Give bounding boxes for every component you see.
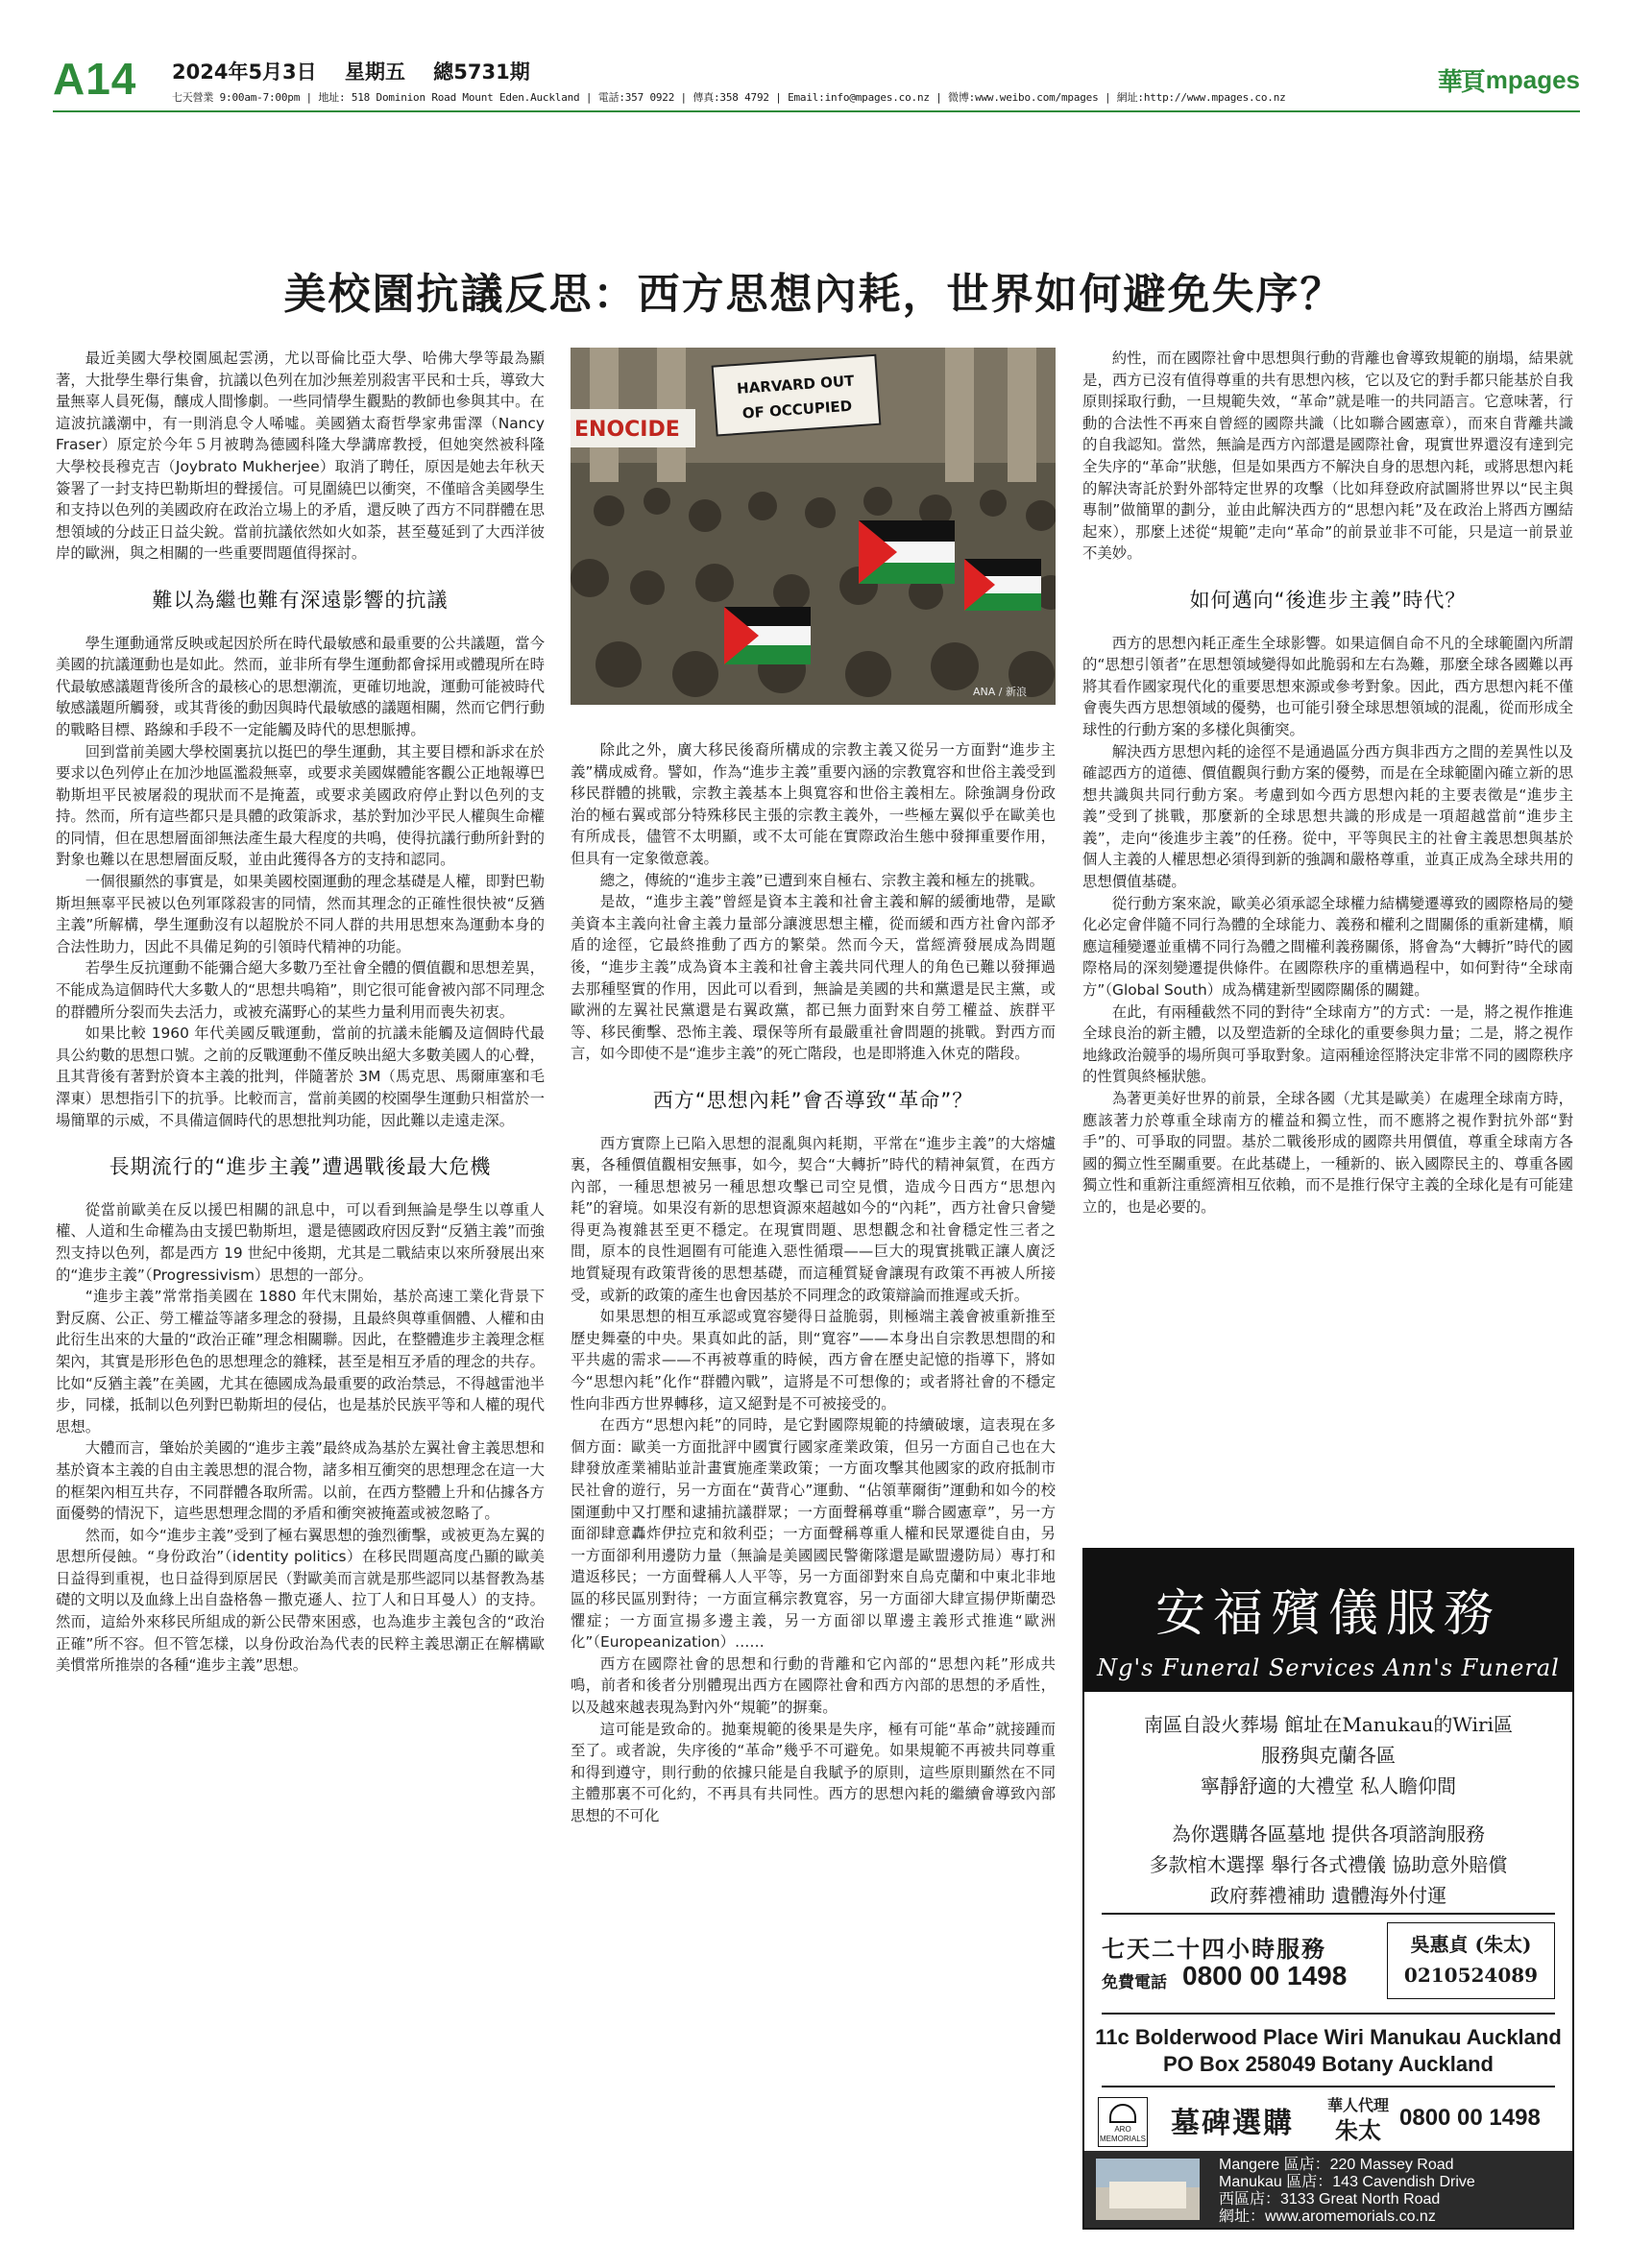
issue-weekday: 星期五	[344, 60, 405, 84]
ad-branches-panel	[1084, 2151, 1572, 2228]
ad-agent-number: 0800 00 1498	[1399, 2105, 1541, 2131]
protest-sign-text-2: OF OCCUPIED	[741, 397, 853, 422]
ad-subtitle: Ng's Funeral Services Ann's Funeral	[1097, 1654, 1560, 1681]
memorial-building-photo	[1096, 2159, 1200, 2220]
palestinian-flag-3	[964, 559, 1041, 611]
masthead	[53, 53, 1580, 110]
ad-line: 南區自設火葬場 館址在Manukau的Wiri區	[1143, 1713, 1513, 1736]
protest-photo	[571, 348, 1056, 705]
paragraph: 西方實際上已陷入思想的混亂與內耗期，平常在“進步主義”的大熔爐裏，各種價值觀相安無事，如今，契合“大轉折”時代的精神氣質，在西方內部，一種思想被另一種思想攻擊已司空見慣，造成今日西方“思想內耗”的窘境。如果沒有新的思想資源來超越如今的“內耗”，西方社會只會變得更為複雜甚至更不穩定。在現實問題、思想觀念和社會穩定性三者之間，原本的良性迴圈有可能進入惡性循環——巨大的現實挑戰正讓人廣泛地質疑現有政策背後的思想基礎，而這種質疑會讓現有政策不再被人所接受，或新的政策的產生也會因基於不同理念的政策辯論而推遲或夭折。	[571, 1134, 1056, 1304]
ad-branch: Manukau 區店：143 Cavendish Drive	[1219, 2174, 1475, 2190]
ad-agent-label: 華人代理	[1326, 2096, 1389, 2114]
section-heading: 長期流行的“進步主義”遭遇戰後最大危機	[109, 1155, 492, 1179]
ad-branch: Mangere 區店：220 Massey Road	[1219, 2157, 1454, 2173]
ad-branches	[1219, 2157, 1475, 2226]
ad-branch: 西區店：3133 Great North Road	[1219, 2191, 1441, 2208]
ad-title: 安福殯儀服務	[1154, 1585, 1501, 1643]
ad-website: 網址：www.aromemorials.co.nz	[1219, 2208, 1436, 2225]
ad-line: 為你選購各區墓地 提供各項諮詢服務	[1171, 1822, 1486, 1846]
ad-free-call-label: 免費電話	[1102, 1973, 1167, 1992]
paragraph: 最近美國大學校園風起雲湧，尤以哥倫比亞大學、哈佛大學等最為顯著，大批學生舉行集會，抗議以色列在加沙無差別殺害平民和士兵，導致大量無辜人員死傷，釀成人間慘劇。一些同情學生觀點的教師也參與其中。在這波抗議潮中，有一則消息令人唏噓。美國猶太裔哲學家弗雷澤（Nancy Fraser）原定於今年５月被聘為德國科隆大學講席教授，但她突然被科隆大學校長穆克吉（Joybrato Mukherjee）取消了聘任，原因是她去年秋天簽署了一封支持巴勒斯坦的聲援信。可見圍繞巴以衝突，不僅暗含美國學生和支持以色列的美國政府在政治立場上的矛盾，還反映了西方不同群體在思想領域的分歧正日益尖銳。當前抗議依然如火如荼，甚至蔓延到了大西洋彼岸的歐洲，與之相關的一些重要問題值得探討。	[56, 350, 545, 563]
article-column-1	[56, 348, 545, 1677]
ad-address	[1084, 2024, 1572, 2078]
ad-free-call-number: 0800 00 1498	[1182, 1961, 1348, 1991]
paragraph: 大體而言，肇始於美國的“進步主義”最終成為基於左翼社會主義思想和基於資本主義的自由主義思想的混合物，諸多相互衝突的思想理念在這一大的框架內相互共存，不同群體各取所需。以前，在西方整體上升和佔據各方面優勢的情況下，這些思想理念間的矛盾和衝突被掩蓋或被忽略了。	[56, 1439, 545, 1523]
ad-divider	[1102, 2013, 1555, 2015]
paragraph: 西方的思想內耗正產生全球影響。如果這個自命不凡的全球範圍內所謂的“思想引領者”在思想領域變得如此脆弱和左右為難，那麼全球各國難以再將其看作國家現代化的重要思想來源或參考對象。因此，西方思想內耗不僅會喪失西方思想領域的優勢，也可能引發全球思想領域的混亂，從而形成全球性的行動方案的多樣化與衝突。	[1082, 634, 1573, 738]
ad-divider	[1102, 2086, 1555, 2087]
palestinian-flag-1	[859, 520, 955, 584]
palestinian-flag-2	[724, 607, 811, 664]
aro-memorials-logo	[1098, 2097, 1148, 2147]
issue-info	[172, 57, 551, 85]
section-heading: 難以為繼也難有深遠影響的抗議	[152, 588, 449, 612]
ad-line: 寧靜舒適的大禮堂 私人瞻仰間	[1200, 1774, 1457, 1798]
paragraph: 學生運動通常反映或起因於所在時代最敏感和最重要的公共議題，當今美國的抗議運動也是如此。然而，並非所有學生運動都會採用或體現所在時代最敏感議題背後所含的最核心的思想潮流，更確切地說，運動可能被時代敏感議題所觸發，或其背後的動因與時代最敏感的議題相關，然而它們行動的戰略目標、路線和手段不一定能觸及時代的思想脈搏。	[56, 634, 545, 738]
aro-logo-text: ARO MEMORIALS	[1099, 2125, 1146, 2143]
aro-arc-icon	[1109, 2104, 1136, 2123]
logo-mark: 華頁	[1437, 68, 1484, 97]
paragraph: 在西方“思想內耗”的同時，是它對國際規範的持續破壞，這表現在多個方面：歐美一方面批評中國實行國家產業政策，但另一方面自己也在大肆發放產業補貼並計畫實施產業政策；一方面攻擊其他國家的政府抵制市民社會的遊行，另一方面在“黃背心”運動、“佔領華爾街”運動和如今的校園運動中又打壓和逮捕抗議群眾；一方面聲稱尊重“聯合國憲章”，另一方面卻肆意轟炸伊拉克和敘利亞；一方面聲稱尊重人權和民眾遷徙自由，另一方面卻利用邊防力量（無論是美國國民警衛隊還是歐盟邊防局）專打和遣返移民；一方面聲稱人人平等，另一方面卻對來自烏克蘭和中東北非地區的移民區別對待；一方面宣稱宗教寬容，另一方面卻大肆宣揚伊斯蘭恐懼症；一方面宣揚多邊主義，另一方面卻以單邊主義形式推進“歐洲化”（Europeanization）……	[571, 1416, 1056, 1652]
article-headline: 美校園抗議反思：西方思想內耗，世界如何避免失序？	[283, 270, 1345, 319]
paragraph: 如果思想的相互承認或寬容變得日益脆弱，則極端主義會被重新推至歷史舞臺的中央。果真如此的話，則“寬容”——本身出自宗教思想間的和平共處的需求——不再被尊重的時候，西方會在歷史記憶的指導下，將如今“思想內耗”化作“群體內戰”，這將是不可想像的；或者將社會的不穩定性向非西方世界轉移，這又絕對是不可被接受的。	[571, 1308, 1056, 1412]
funeral-service-ad	[1082, 1548, 1574, 2230]
mpages-logo	[1438, 62, 1580, 98]
ad-address-line: PO Box 258049 Botany Auckland	[1163, 2052, 1494, 2076]
section-heading: 如何邁向“後進步主義”時代？	[1189, 588, 1467, 612]
header-divider	[53, 110, 1580, 112]
page-number: A14	[53, 54, 137, 104]
paragraph: 若學生反抗運動不能彌合絕大多數乃至社會全體的價值觀和思想差異，不能成為這個時代大多數人的“思想共鳴箱”，則它很可能會被內部不同理念的群體所分裂而失去活力，或被充滿野心的某些力量利用而喪失初衷。	[56, 959, 545, 1021]
paragraph: 總之，傳統的“進步主義”已遭到來自極右、宗教主義和極左的挑戰。	[599, 871, 1045, 889]
paragraph: 西方在國際社會的思想和行動的背離和它內部的“思想內耗”形成共鳴，前者和後者分別體現出西方在國際社會和西方內部的思想的矛盾性，以及越來越表現為對內外“規範”的摒棄。	[571, 1654, 1056, 1716]
paragraph: 解決西方思想內耗的途徑不是通過區分西方與非西方之間的差異性以及確認西方的道德、價值觀與行動方案的優勢，而是在全球範圍內確立新的思想共識與共同行動方案。考慮到如今西方思想內耗的主要表徵是“進步主義”受到了挑戰，那麼新的全球思想共識的形成是一項超越當前“進步主義”，走向“後進步主義”的任務。從中，平等與民主的社會主義思想與基於個人主義的人權思想必須得到新的強調和嚴格尊重，並真正成為全球共用的思想價值基礎。	[1082, 742, 1573, 891]
ad-banner	[1084, 1550, 1572, 1692]
ad-contact-box	[1387, 1922, 1555, 1999]
paragraph: 回到當前美國大學校園裏抗以挺巴的學生運動，其主要目標和訴求在於要求以色列停止在加沙地區濫殺無辜，或要求美國媒體能客觀公正地報導巴勒斯坦平民被屠殺的現狀而不是掩蓋，或要求美國政府停止對以色列的支持。然而，所有這些都只是具體的政策訴求，基於對加沙平民人權與生命權的同情，但在思想層面卻無法產生最大程度的共鳴，使得抗議行動所針對的對象也難以在思想層面反駁，並由此獲得各方的支持和認同。	[56, 742, 545, 869]
paragraph: 從行動方案來說，歐美必須承認全球權力結構變遷導致的國際格局的變化必定會伴隨不同行為體的全球能力、義務和權利之間關係的重新建構，順應這種變遷並重構不同行為體之間權利義務關係，將會為“大轉折”時代的國際格局的深刻變遷提供條件。在國際秩序的重構過程中，如何對待“全球南方”（Global South）成為構建新型國際關係的關鍵。	[1082, 894, 1573, 1000]
section-heading: 西方“思想內耗”會否導致“革命”？	[652, 1088, 974, 1112]
paragraph: 這可能是致命的。拋棄規範的後果是失序，極有可能“革命”就接踵而至了。或者說，失序後的“革命”幾乎不可避免。如果規範不再被共同尊重和得到遵守，則行動的依據只能是自我賦予的原則，這些原則顯然在不同主體那裏不可化約，不再具有共同性。西方的思想內耗的繼續會導致內部思想的不可化	[571, 1720, 1056, 1824]
issue-date: 2024年5月3日	[172, 60, 317, 84]
paragraph: 一個很顯然的事實是，如果美國校園運動的理念基礎是人權，即對巴勒斯坦無辜平民被以色列軍隊殺害的同情，然而其理念的正確性很快被“反猶主義”所解構，學生運動沒有以超脫於不同人群的共用思想來為運動本身的合法性助力，因此不具備足夠的引領時代精神的功能。	[56, 873, 545, 955]
ad-line: 服務與克蘭各區	[1261, 1744, 1396, 1767]
issue-number: 總5731期	[433, 60, 530, 84]
protest-sign-text: HARVARD OUT	[736, 372, 855, 398]
paragraph: 如果比較 1960 年代美國反戰運動，當前的抗議未能觸及這個時代最具公約數的思想口號。之前的反戰運動不僅反映出絕大多數美國人的心聲，且其背後有著對於資本主義的批判，伴隨著於 3M（馬克思、馬爾庫塞和毛澤東）思想指引下的抗爭。比較而言，當前美國的校園學生運動只相當於一場簡單的示威，不具備這個時代的思想批判功能，因此難以走遠走深。	[56, 1025, 545, 1129]
article-column-2	[571, 739, 1056, 1827]
paragraph: 是故，“進步主義”曾經是資本主義和社會主義和解的緩衝地帶，是歐美資本主義向社會主義力量部分讓渡思想主權，從而緩和西方社會內部矛盾的途徑，它最終推動了西方的繁榮。然而今天，當經濟發展成為問題後，“進步主義”成為資本主義和社會主義共同代理人的角色已難以發揮過去那種堅實的作用，因此可以看到，無論是美國的共和黨還是民主黨，或歐洲的左翼社民黨還是右翼政黨，都已無力面對來自勞工權益、族群平等、移民衝擊、恐怖主義、環保等所有最嚴重社會問題的挑戰。對西方而言，如今即使不是“進步主義”的死亡階段，也是即將進入休克的階段。	[571, 893, 1056, 1063]
ad-line: 多款棺木選擇 舉行各式禮儀 協助意外賠償	[1149, 1853, 1508, 1876]
ad-services	[1084, 1709, 1572, 1911]
ad-address-line: 11c Bolderwood Place Wiri Manukau Auckland	[1095, 2025, 1562, 2049]
logo-text: mpages	[1485, 65, 1580, 94]
ad-contact-phone: 0210524089	[1403, 1964, 1539, 1987]
contact-line: 七天營業 9:00am-7:00pm | 地址: 518 Dominion Road Mount Eden.Auckland | 電話:357 0922 | 傳真:358 4792 | Email:info@mpages.co.nz | 微博:www.weibo.com/mpages | 網址:http://www.mpages.co.nz	[172, 91, 1286, 104]
paragraph: 除此之外，廣大移民後裔所構成的宗教主義又從另一方面對“進步主義”構成威脅。譬如，作為“進步主義”重要內涵的宗教寬容和世俗主義受到移民群體的挑戰，宗教主義基本上與寬容和世俗主義相左。除強調身份政治的極右翼或部分特殊移民主張的宗教主義外，一些極左翼似乎在歐美也有所成長，儘管不太明顯，或不太可能在實際政治生態中發揮重要作用，但具有一定象徵意義。	[571, 741, 1056, 867]
ad-agent-name: 朱太	[1335, 2116, 1381, 2144]
banner-text: ENOCIDE	[574, 418, 680, 442]
paragraph: 約性，而在國際社會中思想與行動的背離也會導致規範的崩塌，結果就是，西方已沒有值得尊重的共有思想內核，它以及它的對手都只能基於自我原則採取行動，一旦規範失效，“革命”就是唯一的共同語言。它意味著，行動的合法性不再來自曾經的國際共識（比如聯合國憲章），而來自背離共識的自我認知。當然，無論是西方內部還是國際社會，現實世界還沒有達到完全失序的“革命”狀態，但是如果西方不解決自身的思想內耗，或將思想內耗的解決寄託於對外部特定世界的攻擊（比如拜登政府試圖將世界以“民主與專制”做簡單的劃分，並由此解決西方的“思想內耗”及在政治上將西方團結起來），那麼上述從“規範”走向“革命”的前景並非不可能，只是這一前景並不美妙。	[1082, 350, 1573, 563]
paragraph: 為著更美好世界的前景，全球各國（尤其是歐美）在處理全球南方時，應該著力於尊重全球南方的權益和獨立性，而不應將之視作對抗外部“對手”的、可爭取的同盟。基於二戰後形成的國際共用價值，尊重全球南方各國的獨立性至關重要。在此基礎上，一種新的、嵌入國際民主的、尊重各國獨立性和重新注重經濟相互依賴，而不是推行保守主義的全球化是有可能建立的，也是必要的。	[1082, 1090, 1573, 1216]
ad-24h-service: 七天二十四小時服務	[1102, 1935, 1326, 1963]
ad-divider	[1102, 1913, 1555, 1915]
ad-agent	[1324, 2093, 1392, 2143]
photo-credit: ANA / 新浪	[973, 686, 1027, 698]
ad-monument-label: 墓碑選購	[1171, 2107, 1294, 2140]
paragraph: 在此，有兩種截然不同的對待“全球南方”的方式：一是，將之視作推進全球良治的新主體，以及塑造新的全球化的重要參與力量；二是，將之視作地緣政治競爭的場所與可爭取對象。這兩種途徑將決定非常不同的國際秩序的性質與終極狀態。	[1082, 1002, 1573, 1086]
ad-line: 政府葬禮補助 遺體海外付運	[1209, 1884, 1447, 1907]
paragraph: 從當前歐美在反以援巴相關的訊息中，可以看到無論是學生以尊重人權、人道和生命權為由支援巴勒斯坦，還是德國政府因反對“反猶主義”而強烈支持以色列，都是西方 19 世紀中後期，尤其是二戰結束以來所發展出來的“進步主義”（Progressivism）思想的一部分。	[56, 1200, 545, 1284]
protest-photo-illustration	[571, 348, 1056, 705]
article-column-3	[1082, 348, 1573, 1218]
ad-contact-name: 吳惠貞 (朱太)	[1410, 1933, 1532, 1956]
paragraph: “進步主義”常常指美國在 1880 年代末開始，基於高速工業化背景下對反腐、公正、勞工權益等諸多理念的發揚，且最終與尊重個體、人權和由此衍生出來的大量的“政治正確”理念相關聯。因此，在整體進步主義理念框架內，其實是形形色色的思想理念的雜糅，甚至是相互矛盾的理念的共存。比如“反猶主義”在美國，尤其在德國成為最重要的政治禁忌，不得越雷池半步，同樣，抵制以色列對巴勒斯坦的侵佔，也是基於民族平等和人權的現代思想。	[56, 1288, 545, 1436]
paragraph: 然而，如今“進步主義”受到了極右翼思想的強烈衝擊，或被更為左翼的思想所侵蝕。“身份政治”（identity politics）在移民問題高度凸顯的歐美日益得到重視，也日益得到原居民（對歐美而言就是那些認同以基督教為基礎的文明以及血緣上出自盎格魯－撒克遜人、拉丁人和日耳曼人）的支持。然而，這給外來移民所組成的新公民帶來困惑，也為進步主義包含的“政治正確”所不容。但不管怎樣，以身份政治為代表的民粹主義思潮正在解構歐美慣常所推崇的各種“進步主義”思想。	[56, 1526, 545, 1675]
